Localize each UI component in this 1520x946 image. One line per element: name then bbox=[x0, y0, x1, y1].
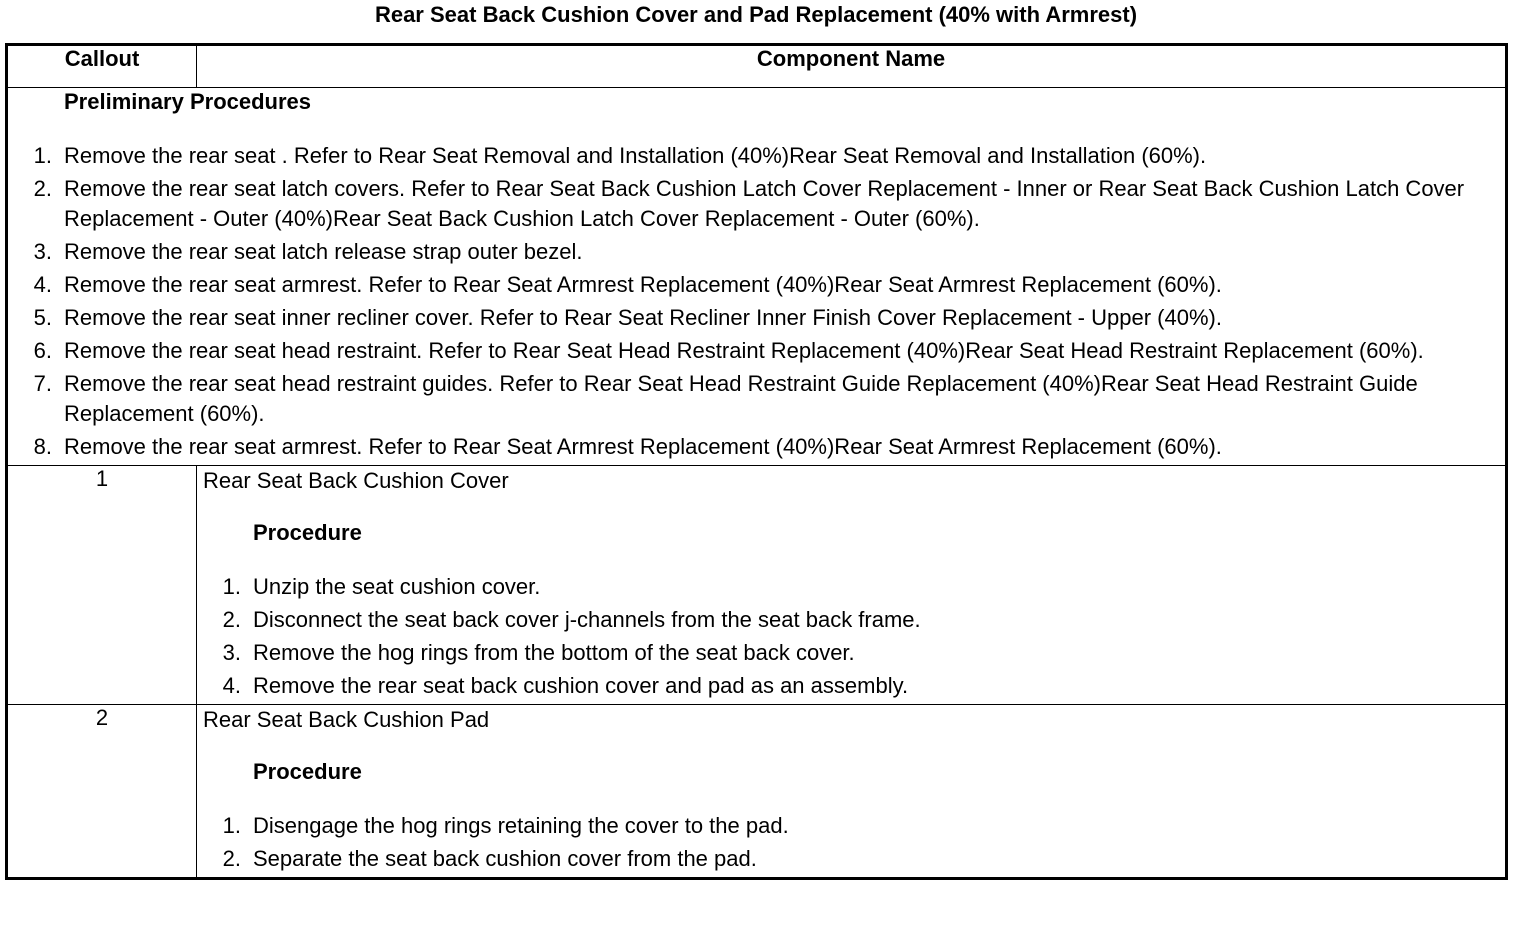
step-text: Remove the rear seat back cushion cover and pad as an assembly. bbox=[253, 673, 909, 698]
component-name: Rear Seat Back Cushion Pad bbox=[203, 707, 490, 732]
step-number: 1. bbox=[222, 813, 241, 838]
step-text: Remove the rear seat inner recliner cover. Refer to Rear Seat Recliner Inner Finish Cover Replacement - Upper (40%). bbox=[64, 305, 1222, 330]
preliminary-heading: Preliminary Procedures bbox=[64, 89, 312, 114]
header-callout: Callout bbox=[7, 45, 197, 88]
procedure-heading: Procedure bbox=[253, 520, 362, 545]
preliminary-cell bbox=[7, 88, 1507, 466]
step-text: Remove the rear seat head restraint guides. Refer to Rear Seat Head Restraint Guide Replacement (40%)Rear Seat Head Restraint Guide Replacement (60%). bbox=[64, 371, 1418, 426]
step-text: Remove the rear seat . Refer to Rear Seat Removal and Installation (40%)Rear Seat Removal and Installation (60%). bbox=[64, 143, 1207, 168]
document-title: Rear Seat Back Cushion Cover and Pad Replacement (40% with Armrest) bbox=[374, 2, 1138, 27]
preliminary-steps-list bbox=[8, 141, 1505, 462]
table-row bbox=[7, 466, 1507, 705]
list-item bbox=[8, 303, 1505, 333]
step-text: Remove the rear seat head restraint. Refer to Rear Seat Head Restraint Replacement (40%)Rear Seat Head Restraint Replacement (60%). bbox=[64, 338, 1424, 363]
list-item bbox=[8, 336, 1505, 366]
table-header-row bbox=[7, 45, 1507, 88]
list-item bbox=[8, 270, 1505, 300]
step-number: 2. bbox=[222, 607, 241, 632]
procedure-steps-list bbox=[197, 811, 1505, 874]
step-text: Remove the rear seat latch covers. Refer to Rear Seat Back Cushion Latch Cover Replacement - Inner or Rear Seat Back Cushion Latch Cover Replacement - Outer (40%)Rear Seat Back Cushion Latch Cover Replacement - Outer (60%). bbox=[64, 176, 1465, 231]
procedure-steps-list bbox=[197, 572, 1505, 701]
step-number: 4. bbox=[33, 272, 52, 297]
list-item bbox=[197, 844, 1505, 874]
list-item bbox=[8, 237, 1505, 267]
step-number: 2. bbox=[222, 846, 241, 871]
list-item bbox=[8, 369, 1505, 429]
step-text: Unzip the seat cushion cover. bbox=[253, 574, 541, 599]
step-number: 5. bbox=[33, 305, 52, 330]
step-text: Remove the rear seat armrest. Refer to Rear Seat Armrest Replacement (40%)Rear Seat Armrest Replacement (60%). bbox=[64, 434, 1222, 459]
list-item bbox=[8, 174, 1505, 234]
step-number: 3. bbox=[222, 640, 241, 665]
callout-cell: 2 bbox=[7, 705, 197, 879]
list-item bbox=[197, 572, 1505, 602]
list-item bbox=[8, 432, 1505, 462]
procedure-heading: Procedure bbox=[253, 759, 362, 784]
step-number: 3. bbox=[33, 239, 52, 264]
step-number: 1. bbox=[33, 143, 52, 168]
component-cell bbox=[197, 705, 1507, 879]
component-cell bbox=[197, 466, 1507, 705]
step-text: Separate the seat back cushion cover from the pad. bbox=[253, 846, 757, 871]
list-item bbox=[197, 605, 1505, 635]
step-text: Remove the rear seat latch release strap outer bezel. bbox=[64, 239, 583, 264]
list-item bbox=[197, 671, 1505, 701]
list-item bbox=[8, 141, 1505, 171]
component-name: Rear Seat Back Cushion Cover bbox=[203, 468, 509, 493]
header-component-name: Component Name bbox=[197, 45, 1507, 88]
step-text: Remove the rear seat armrest. Refer to Rear Seat Armrest Replacement (40%)Rear Seat Armrest Replacement (60%). bbox=[64, 272, 1222, 297]
step-number: 4. bbox=[222, 673, 241, 698]
step-number: 2. bbox=[33, 176, 52, 201]
step-text: Disconnect the seat back cover j-channels from the seat back frame. bbox=[253, 607, 921, 632]
step-number: 6. bbox=[33, 338, 52, 363]
step-text: Disengage the hog rings retaining the cover to the pad. bbox=[253, 813, 789, 838]
table-row bbox=[7, 705, 1507, 879]
step-text: Remove the hog rings from the bottom of the seat back cover. bbox=[253, 640, 855, 665]
step-number: 1. bbox=[222, 574, 241, 599]
step-number: 8. bbox=[33, 434, 52, 459]
list-item bbox=[197, 811, 1505, 841]
callout-cell: 1 bbox=[7, 466, 197, 705]
preliminary-row bbox=[7, 88, 1507, 466]
procedure-table bbox=[5, 43, 1508, 880]
list-item bbox=[197, 638, 1505, 668]
step-number: 7. bbox=[33, 371, 52, 396]
